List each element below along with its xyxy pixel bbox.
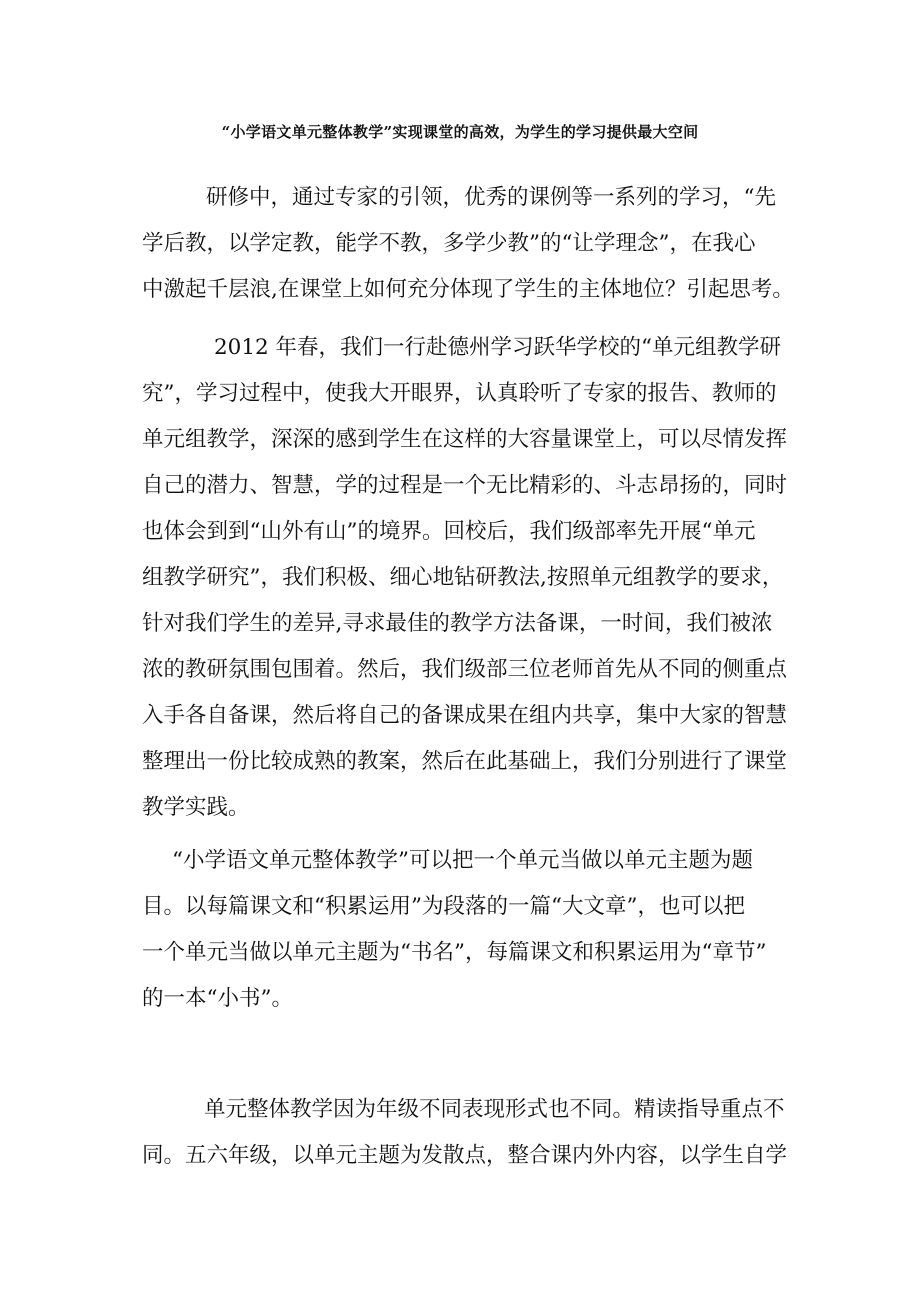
paragraph-line: 同。五六年级，以单元主题为发散点，整合课内外内容，以学生自学	[142, 1143, 788, 1168]
paragraph-line: 一个单元当做以单元主题为“书名”，每篇课文和积累运用为“章节”	[142, 940, 767, 965]
paragraph-1	[142, 175, 794, 313]
paragraph-line: 自己的潜力、智慧，学的过程是一个无比精彩的、斗志昂扬的，同时	[142, 473, 788, 498]
paragraph-line: “小学语文单元整体教学”可以把一个单元当做以单元主题为题	[172, 848, 753, 873]
paragraph-4	[142, 1087, 787, 1179]
paragraph-line: 的一本“小书”。	[142, 986, 293, 1011]
paragraph-3	[142, 838, 787, 1022]
paragraph-line: 学后教，以学定教，能学不教，多学少教”的“让学理念”，在我心	[142, 231, 756, 256]
paragraph-line: 入手各自备课，然后将自己的备课成果在组内共享，集中大家的智慧	[142, 703, 788, 728]
paragraph-line: 目。以每篇课文和“积累运用”为段落的一篇“大文章”，也可以把	[142, 894, 745, 919]
paragraph-line: 研修中，通过专家的引领，优秀的课例等一系列的学习，“先	[206, 185, 776, 210]
paragraph-line: 组教学研究”，我们积极、细心地钻研教法,按照单元组教学的要求，	[142, 565, 784, 590]
paragraph-line: 针对我们学生的差异,寻求最佳的教学方法备课，一时间，我们被浓	[142, 611, 773, 636]
paragraph-line: 单元组教学，深深的感到学生在这样的大容量课堂上，可以尽情发挥	[142, 427, 788, 452]
paragraph-line: 单元整体教学因为年级不同表现形式也不同。精读指导重点不	[204, 1097, 785, 1122]
paragraph-line: 也体会到到“山外有山”的境界。回校后，我们级部率先开展“单元	[142, 519, 756, 544]
paragraph-line: 整理出一份比较成熟的教案，然后在此基础上，我们分别进行了课堂	[142, 749, 788, 774]
paragraph-line: 究”，学习过程中，使我大开眼界，认真聆听了专家的报告、教师的	[142, 381, 777, 406]
paragraph-2	[142, 325, 787, 831]
paragraph-line: 2012 年春，我们一行赴德州学习跃华学校的“单元组教学研	[214, 335, 782, 360]
paragraph-line: 中激起千层浪,在课堂上如何充分体现了学生的主体地位？引起思考。	[142, 277, 794, 302]
document-title: “小学语文单元整体教学”实现课堂的高效，为学生的学习提供最大空间	[221, 123, 699, 141]
paragraph-line: 教学实践。	[142, 795, 250, 820]
paragraph-line: 浓的教研氛围包围着。然后，我们级部三位老师首先从不同的侧重点	[142, 657, 788, 682]
